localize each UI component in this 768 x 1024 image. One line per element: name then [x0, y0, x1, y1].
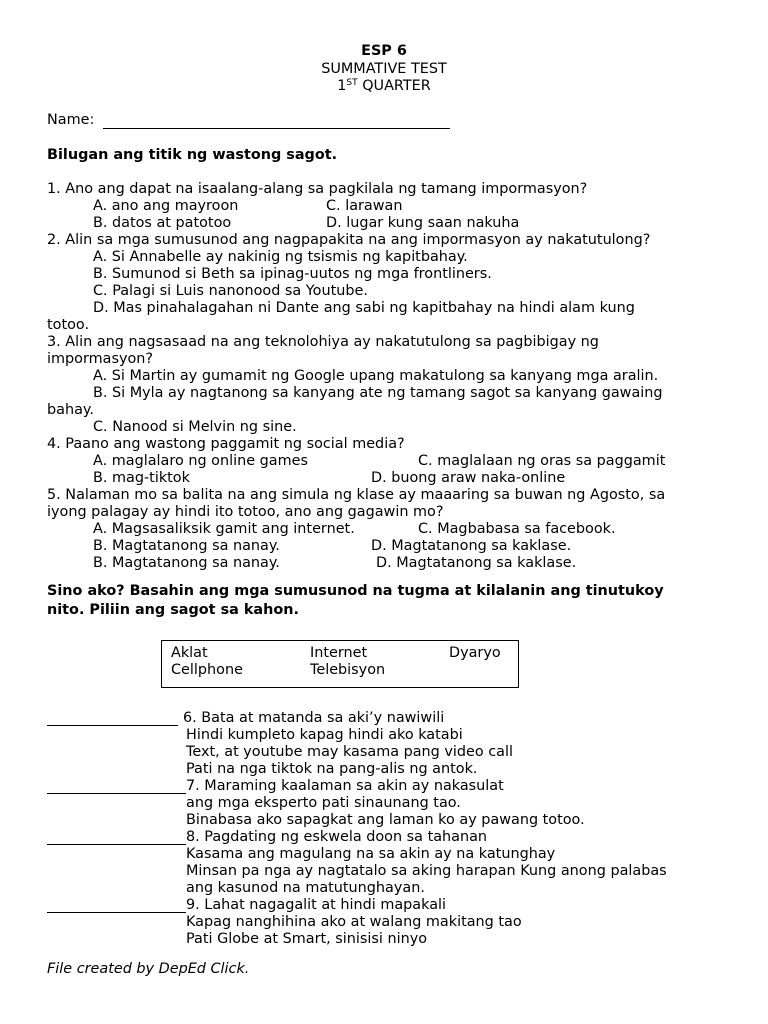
q3-text-cont: impormasyon? [47, 351, 154, 367]
q7-line-1: 7. Maraming kaalaman sa akin ay nakasulat [186, 778, 504, 794]
q8-line-2: Kasama ang magulang na sa akin ay na katunghay [186, 846, 556, 862]
q2-option-d-cont: totoo. [47, 317, 90, 333]
name-field[interactable] [103, 128, 450, 129]
q3-option-b[interactable]: B. Si Myla ay nagtanong sa kanyang ate ng tamang sagot sa kanyang gawaing [93, 385, 663, 401]
q9-line-2: Kapag nanghihina ako at walang makitang tao [186, 914, 522, 930]
q4-option-b[interactable]: B. mag-tiktok [93, 470, 190, 486]
q6-line-1: 6. Bata at matanda sa aki’y nawiwili [183, 710, 445, 726]
q5-option-d[interactable]: D. Magtatanong sa kaklase. [371, 538, 572, 554]
q3-option-a[interactable]: A. Si Martin ay gumamit ng Google upang makatulong sa kanyang mga aralin. [93, 368, 659, 384]
q4-option-a[interactable]: A. maglalaro ng online games [93, 453, 308, 469]
q9-line-1: 9. Lahat nagagalit at hindi mapakali [186, 897, 447, 913]
q8-answer-blank[interactable] [47, 844, 186, 845]
part2-instruction-cont: nito. Piliin ang sagot sa kahon. [47, 602, 299, 618]
subject-title: ESP 6 [361, 43, 407, 59]
quarter-word: QUARTER [362, 78, 431, 94]
q4-option-c[interactable]: C. maglalaan ng oras sa paggamit [418, 453, 666, 469]
q4-option-d[interactable]: D. buong araw naka-online [371, 470, 566, 486]
q1-text: 1. Ano ang dapat na isaalang-alang sa pagkilala ng tamang impormasyon? [47, 181, 588, 197]
q5-option-d-repeat[interactable]: D. Magtatanong sa kaklase. [376, 555, 577, 571]
q9-line-3: Pati Globe at Smart, sinisisi ninyo [186, 931, 428, 947]
q3-option-b-cont: bahay. [47, 402, 94, 418]
q1-option-c[interactable]: C. larawan [326, 198, 403, 214]
q7-answer-blank[interactable] [47, 793, 186, 794]
q2-option-d[interactable]: D. Mas pinahalagahan ni Dante ang sabi ng kapitbahay na hindi alam kung [93, 300, 635, 316]
footer-credit: File created by DepEd Click. [47, 961, 250, 977]
q4-text: 4. Paano ang wastong paggamit ng social media? [47, 436, 405, 452]
q8-line-4: ang kasunod na matutunghayan. [186, 880, 425, 896]
part1-instruction: Bilugan ang titik ng wastong sagot. [47, 147, 338, 163]
part2-instruction: Sino ako? Basahin ang mga sumusunod na tugma at kilalanin ang tinutukoy [47, 583, 664, 599]
quarter-superscript: ST [346, 78, 358, 88]
q5-option-b-repeat[interactable]: B. Magtatanong sa nanay. [93, 555, 280, 571]
q6-line-3: Text, at youtube may kasama pang video call [186, 744, 513, 760]
q5-option-a[interactable]: A. Magsasaliksik gamit ang internet. [93, 521, 355, 537]
q7-line-2: ang mga eksperto pati sinaunang tao. [186, 795, 461, 811]
q6-line-2: Hindi kumpleto kapag hindi ako katabi [186, 727, 463, 743]
q6-answer-blank[interactable] [47, 725, 178, 726]
q1-option-d[interactable]: D. lugar kung saan nakuha [326, 215, 520, 231]
q8-line-1: 8. Pagdating ng eskwela doon sa tahanan [186, 829, 488, 845]
q2-text: 2. Alin sa mga sumusunod ang nagpapakita na ang impormasyon ay nakatutulong? [47, 232, 651, 248]
test-title: SUMMATIVE TEST [321, 61, 447, 77]
quarter-title [0, 78, 768, 95]
q3-option-c[interactable]: C. Nanood si Melvin ng sine. [93, 419, 297, 435]
choice-telebisyon: Telebisyon [310, 662, 386, 678]
choice-aklat: Aklat [171, 645, 208, 661]
quarter-number: 1 [337, 78, 347, 94]
choice-internet: Internet [310, 645, 368, 661]
q3-text: 3. Alin ang nagsasaad na ang teknolohiya ay nakatutulong sa pagbibigay ng [47, 334, 599, 350]
q1-option-b[interactable]: B. datos at patotoo [93, 215, 232, 231]
q2-option-c[interactable]: C. Palagi si Luis nanonood sa Youtube. [93, 283, 368, 299]
q7-line-3: Binabasa ako sapagkat ang laman ko ay pawang totoo. [186, 812, 585, 828]
q8-line-3: Minsan pa nga ay nagtatalo sa aking harapan Kung anong palabas [186, 863, 667, 879]
q1-option-a[interactable]: A. ano ang mayroon [93, 198, 239, 214]
choice-cellphone: Cellphone [171, 662, 243, 678]
q5-text-cont: iyong palagay ay hindi ito totoo, ano ang gagawin mo? [47, 504, 444, 520]
q2-option-b[interactable]: B. Sumunod si Beth sa ipinag-uutos ng mga frontliners. [93, 266, 492, 282]
q5-text: 5. Nalaman mo sa balita na ang simula ng klase ay maaaring sa buwan ng Agosto, sa [47, 487, 666, 503]
q9-answer-blank[interactable] [47, 912, 186, 913]
q2-option-a[interactable]: A. Si Annabelle ay nakinig ng tsismis ng kapitbahay. [93, 249, 468, 265]
q6-line-4: Pati na nga tiktok na pang-alis ng antok. [186, 761, 478, 777]
name-label: Name: [47, 112, 95, 128]
q5-option-b[interactable]: B. Magtatanong sa nanay. [93, 538, 280, 554]
q5-option-c[interactable]: C. Magbabasa sa facebook. [418, 521, 616, 537]
choice-dyaryo: Dyaryo [449, 645, 501, 661]
